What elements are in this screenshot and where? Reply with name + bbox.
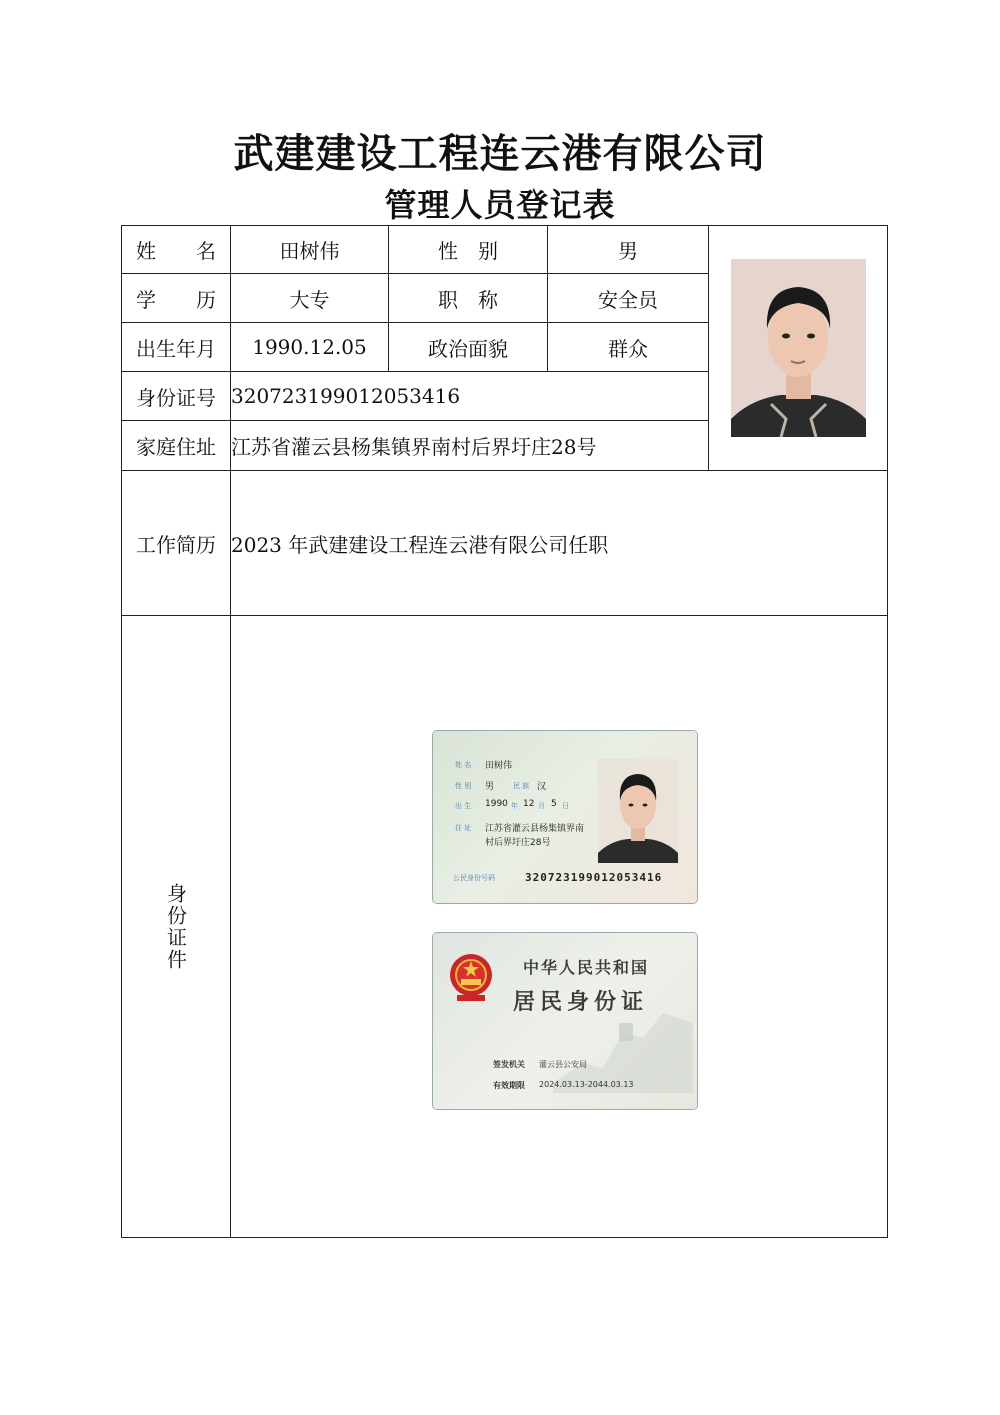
address-value: 江苏省灌云县杨集镇界南村后界圩庄28号 <box>231 421 709 471</box>
birth-value: 1990.12.05 <box>231 323 389 372</box>
card-authority-label: 签发机关 <box>493 1060 525 1069</box>
address-label: 家庭住址 <box>122 421 231 471</box>
education-value: 大专 <box>231 274 389 323</box>
card-id-label: 公民身份号码 <box>453 874 495 882</box>
title-value: 安全员 <box>548 274 709 323</box>
card-validity-label: 有效期限 <box>493 1081 525 1090</box>
id-documents-label-cell <box>122 616 231 1238</box>
photo-cell <box>709 226 888 471</box>
name-label: 姓 名 <box>122 226 231 274</box>
education-label: 学 历 <box>122 274 231 323</box>
card-ethnicity-label: 民 族 <box>513 782 530 790</box>
portrait-photo <box>731 259 866 437</box>
work-history-label: 工作简历 <box>122 471 231 616</box>
id-value: 320723199012053416 <box>231 372 709 421</box>
card-country: 中华人民共和国 <box>523 958 650 977</box>
name-value: 田树伟 <box>231 226 389 274</box>
gender-label: 性 别 <box>389 226 548 274</box>
card-address-label: 住 址 <box>455 824 472 832</box>
card-gender-label: 性 别 <box>455 782 472 790</box>
company-title: 武建建设工程连云港有限公司 <box>233 130 767 177</box>
card-portrait <box>598 759 678 863</box>
id-card-back <box>433 933 697 1109</box>
political-value: 群众 <box>548 323 709 372</box>
card-year-char: 年 <box>511 802 518 810</box>
card-birth-year: 1990 <box>485 799 508 809</box>
card-address-line1: 江苏省灌云县杨集镇界南 <box>485 824 585 834</box>
birth-label: 出生年月 <box>122 323 231 372</box>
card-gender: 男 <box>485 782 495 792</box>
political-label: 政治面貌 <box>389 323 548 372</box>
card-birth-label: 出 生 <box>455 802 472 810</box>
card-address-line2: 村后界圩庄28号 <box>485 838 551 848</box>
gender-value: 男 <box>548 226 709 274</box>
card-id-number: 320723199012053416 <box>525 871 663 884</box>
card-ethnicity: 汉 <box>537 782 547 792</box>
id-documents-label: 身份证件 <box>163 882 188 971</box>
card-birth-month: 12 <box>523 799 535 809</box>
card-name: 田树伟 <box>485 761 513 771</box>
title-label: 职 称 <box>389 274 548 323</box>
portrait-image <box>731 259 866 437</box>
card-month-char: 月 <box>538 802 545 810</box>
id-documents-cell <box>231 616 888 1238</box>
work-history-value: 2023 年武建建设工程连云港有限公司任职 <box>231 471 888 616</box>
national-emblem-icon <box>447 951 495 1003</box>
id-label: 身份证号 <box>122 372 231 421</box>
card-title: 居民身份证 <box>513 989 649 1015</box>
card-validity: 2024.03.13-2044.03.13 <box>539 1080 634 1089</box>
id-card-front <box>433 731 697 903</box>
form-title: 管理人员登记表 <box>384 186 616 224</box>
card-birth-day: 5 <box>551 799 557 809</box>
card-day-char: 日 <box>562 802 569 810</box>
card-name-label: 姓 名 <box>455 761 472 769</box>
card-authority: 灌云县公安局 <box>539 1060 587 1069</box>
